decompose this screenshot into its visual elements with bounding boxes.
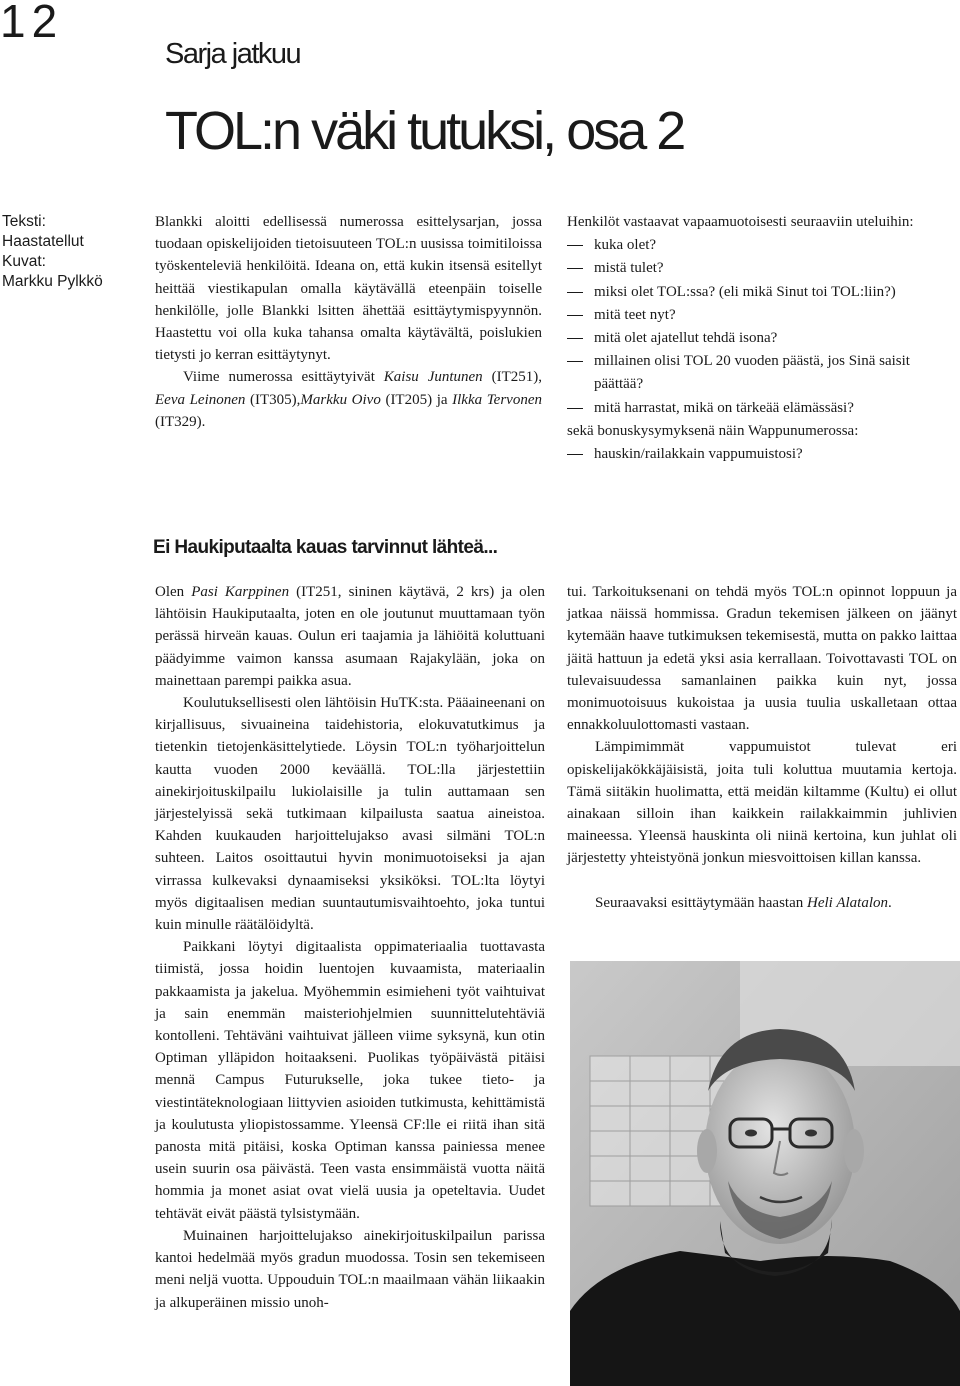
body-paragraph: Muinainen harjoittelujakso ainekirjoituskilpailun parissa kantoi hedelmää myös gradun muodossa. Tosin sen tekemiseen meni neljä vuotta. Uppouduin TOL:n maailmaan vähän liikaakin ja alkuperäinen missio unoh- [155,1227,545,1311]
right-ear [844,1129,864,1173]
person-name: Ilkka Tervonen [452,391,542,408]
question-item: mitä olet ajatellut tehdä isona? [567,327,957,350]
intro-text: (IT205) ja [380,391,453,408]
person-name: Eeva Leinonen [155,391,246,408]
body-text: Olen [155,584,192,600]
body-paragraph [155,581,545,692]
question-item: millainen olisi TOL 20 vuoden päästä, jos Sinä saisit päättää? [567,350,957,396]
question-items [567,234,957,420]
intro-paragraph: Blankki aloitti edellisessä numerossa esittelysarjan, jossa tuodaan opiskelijoiden tietoisuuteen TOL:n uusissa toimitiloissa työskenteleviä henkilöitä. Ideana on, että kukin itsensä esitellyt heittää viestikapulan omalla käytävällä eteenpäin toiselle henkilölle, jolle Blankki lsitten ähettää esittäytymispyynnön. Haastettu voi olla kuka tahansa omalta käytävältä, poislukien tietysti jo kerran esittäytynyt. [155,214,542,364]
question-item: mistä tulet? [567,257,957,280]
question-item: mitä teet nyt? [567,304,957,327]
intro-text: (IT329). [155,413,206,430]
body-paragraph-challenge [567,892,957,914]
portrait-photo [570,961,960,1386]
left-ear [697,1129,717,1173]
bonus-question-lead: sekä bonuskysymyksenä näin Wappunumerossa: [567,422,859,439]
bonus-question-item: hauskin/railakkain vappumuistosi? [567,443,957,466]
series-kicker: Sarja jatkuu [165,38,301,70]
intro-paragraph-previous [155,366,542,433]
body-text: . [888,894,892,911]
person-name: Markku Oivo [300,391,381,408]
person-name: Heli Alatalon [807,894,888,911]
credits [2,212,103,292]
question-item: mitä harrastat, mikä on tärkeää elämässäsi? [567,397,957,420]
person-name: Pasi Karppinen [191,584,290,600]
intro-column [155,211,542,433]
body-text: Seuraavaksi esittäytymään haastan [595,894,808,911]
credits-text-value: Haastatellut [2,233,84,250]
right-eye [805,1130,817,1137]
body-paragraph: Koulutuksellisesti olen lähtöisin HuTK:sta. Pääaineenani on kirjallisuus, sivuaineina taidehistoria, elokuvatutkimus ja tietenkin tietojenkäsittelytiede. Löysin TOL:n työharjoittelun kautta vuoden 2000 keväällä. TOL:lla järjestettiin ainekirjoituskilpailu lukiolaisille ja tulin auttamaan sen järjestelyissä sekä tutkimaan kilpailusta saatua aineistoa. Kahden kuukauden harjoittelujakso avasi silmäni TOL:n suhteen. Laitos osoittautui hyvin monimuotoiseksi ja ajan virrassa kulkevaksi dynaamiseksi yksiköksi. TOL:lta löytyi myös digitaalisen median suuntautumisvaihtoehto, joka tuntui kuin minulle räätälöidyltä. [155,695,545,934]
bonus-question-items [567,443,957,466]
body-paragraph: tui. Tarkoituksenani on tehdä myös TOL:n opinnot loppuun ja jatkaa näissä hommissa. Gradun tekemisen jälkeen on jäänyt kytemään haave tutkimuksen tekemisestä, mutta on pakko laittaa jäitä hattuun ja edetä yksi asia kerrallaan. Toivottavasti TOL on tulevaisuudessa samanlainen paikka kuin nyt, jossa monimuotoisuus kukoistaa ja uusia tuulia uskalletaan ottaa ennakkoluulottomasti vastaan. [567,584,957,734]
intro-text: Viime numerossa esittäytyivät [183,369,384,386]
question-item: miksi olet TOL:ssa? (eli mikä Sinut toi TOL:liin?) [567,281,957,304]
body-paragraph: Paikkani löytyi digitaalista oppimateriaalia tuottavasta tiimistä, jossa hoidin luentojen kuvaamista, materiaalin pakkaamista ja jakelua. Myöhemmin esimieheni työt vaihtuivat ja sain enemmän maisteriohjelmien suunnittelutehtäviä kontolleni. Tehtäväni vaihtuivat jälleen viime syksynä, kun otin Optiman ylläpidon hoitaakseni. Puolikas työpäivästä pitäisi mennä Campus Futurukselle, joka tukee tieto- ja viestintäteknologiaan liittyvien asioiden tutkimusta, kehittämistä ja koulutusta yliopistossamme. Yleensä CF:lle ei riitä ihan sitä panosta mitä pitäisi, koska Optiman kanssa painiessa menee usein suurin osa päivästä. Teen vasta ensimmäistä vuotta näitä hommia ja monet asiat ovat vielä uusia ja opeteltavia. Uudet tehtävät eivät päästä tylsistymään. [155,939,545,1222]
body-column-right [567,581,957,914]
article-title: TOL:n väki tutuksi, osa 2 [165,101,684,161]
body-column-left [155,581,545,1314]
intro-text: (IT251), [482,369,542,386]
credits-photo-label: Kuvat: [2,253,46,270]
credits-photo-value: Markku Pylkkö [2,273,103,290]
section-heading: Ei Haukiputaalta kauas tarvinnut lähteä... [153,537,498,558]
credits-text-label: Teksti: [2,213,46,230]
question-lead: Henkilöt vastaavat vapaamuotoisesti seuraaviin uteluihin: [567,214,914,230]
question-item: kuka olet? [567,234,957,257]
intro-text: (IT305), [245,391,301,408]
body-paragraph: Lämpimimmät vappumuistot tulevat eri opiskelijakökkäjäisistä, joita tuli koluttua muutamia kertoja. Tämä siitäkin huolimatta, että meidän kiltamme (Kultu) ei ollut ainakaan silloin ihan kaikkein railakkaimmin juhlivien maineessa. Yleensä hauskinta oli niinä kertoina, kun juhlat oli järjestetty yhteistyönä jonkun miesvoittoisen killan kanssa. [567,739,957,867]
left-eye [745,1130,757,1137]
body-text: (IT251, sininen käytävä, 2 krs) ja olen lähtöisin Haukiputaalta, joten en ole joutunut muuttamaan työn perässä hirveän kauas. Oulun eri taajamia ja lähiöitä koluttuani päädyimme vaimon kanssa asumaan Rajakylään, joka on mainettaan parempi paikka asua. [155,584,545,689]
question-list [567,211,957,466]
portrait-illustration [570,961,960,1386]
page-number: 12 [0,0,64,47]
person-name: Kaisu Juntunen [383,369,483,386]
